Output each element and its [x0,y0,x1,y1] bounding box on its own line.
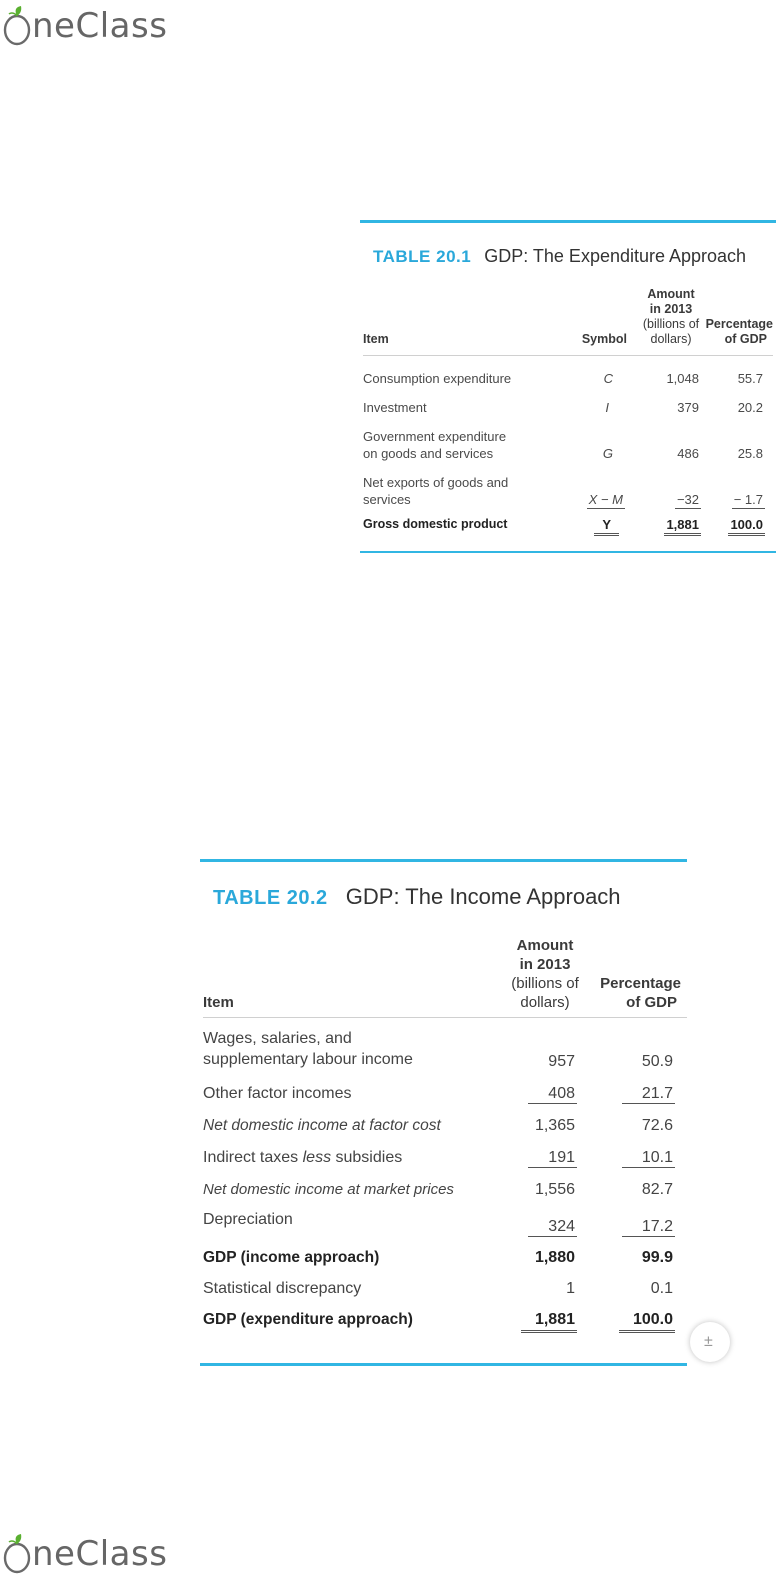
oneclass-o-icon [2,6,32,46]
row-item [203,1018,485,1072]
row-percentage [585,1071,687,1103]
row-symbol [547,462,629,508]
row-item-part: less [302,1149,332,1166]
header-percentage [585,936,687,1018]
oneclass-o-icon [2,1534,32,1574]
row-symbol: C [603,371,613,386]
row-amount [485,1199,585,1236]
row-item-part: Indirect taxes [203,1149,303,1166]
row-item: Other factor incomes [203,1085,352,1102]
table-caption [213,884,687,910]
row-amount [485,1071,585,1103]
oneclass-wordmark: neClass [32,6,168,46]
row-amount: 1,048 [666,371,699,386]
row-percentage [705,508,773,533]
row-symbol-value: X − M [588,492,623,507]
header-amount-line: (billions of [642,317,700,331]
table-row [203,1018,687,1072]
table-caption [373,246,776,267]
row-percentage: 82.7 [641,1181,673,1198]
table-row [363,416,773,462]
header-amount [485,936,585,1018]
row-amount [485,1298,585,1329]
row-item-line: Government expenditure [363,429,507,444]
row-item: Net domestic income at factor cost [203,1117,441,1134]
row-percentage: 50.9 [641,1053,673,1070]
table-row [203,1071,687,1103]
header-percentage-line: of GDP [724,332,767,346]
row-percentage-value: − 1.7 [733,492,763,507]
row-percentage-value: 10.1 [622,1149,675,1168]
table-row-subtotal [203,1236,687,1267]
table-row [203,1267,687,1298]
header-amount-line: in 2013 [649,302,693,316]
table-number: TABLE 20.2 [213,887,328,909]
row-symbol [547,508,629,533]
row-percentage: 55.7 [737,371,763,386]
header-amount-line: Amount [647,287,695,301]
table-header-row [203,936,687,1018]
floating-zoom-button[interactable] [690,1322,730,1362]
table-row [363,462,773,508]
table-top-rule [360,220,776,223]
row-amount: 1,880 [534,1249,575,1266]
header-percentage-line: Percentage [705,317,773,331]
table-bottom-rule [200,1363,687,1366]
row-amount: 1 [566,1280,575,1297]
table-row [203,1199,687,1236]
row-item-line: supplementary labour income [203,1051,413,1068]
row-percentage-value: 21.7 [622,1085,675,1104]
row-percentage [705,462,773,508]
table-row [363,387,773,416]
header-item: Item [363,332,389,346]
plus-minus-icon: ± [704,1333,713,1350]
header-amount-line: dollars) [520,994,570,1011]
income-table [203,936,687,1329]
row-amount: 1,365 [534,1117,575,1134]
row-amount: 486 [677,446,699,461]
oneclass-logo-bottom[interactable] [2,1530,167,1574]
table-row [203,1135,687,1167]
oneclass-wordmark: neClass [32,1534,168,1574]
row-percentage: 72.6 [641,1117,673,1134]
row-item [203,1135,485,1167]
header-symbol: Symbol [581,332,627,346]
row-percentage [585,1298,687,1329]
table-20-2 [200,859,687,1366]
row-amount: 1,556 [534,1181,575,1198]
oneclass-logo-top[interactable] [2,2,167,46]
row-symbol-value: Y [594,517,619,536]
row-item-line: services [363,492,411,507]
row-amount [629,508,705,533]
row-amount [629,462,705,508]
row-item [363,416,547,462]
row-percentage-value: 17.2 [622,1218,675,1237]
header-amount-line: (billions of [511,975,579,992]
row-amount: 379 [677,400,699,415]
header-amount [629,287,705,356]
table-number: TABLE 20.1 [373,247,472,266]
row-item [363,462,547,508]
row-percentage: 25.8 [737,446,763,461]
row-amount-value: 324 [528,1218,577,1237]
row-amount [485,1135,585,1167]
row-item: GDP (expenditure approach) [203,1311,413,1328]
table-row-total [203,1298,687,1329]
table-top-rule [200,859,687,862]
header-percentage-line: Percentage [600,975,681,992]
table-row [203,1167,687,1199]
table-20-1 [360,220,776,553]
header-percentage [705,287,773,356]
expenditure-table [363,287,773,533]
header-amount-line: in 2013 [519,956,571,973]
header-item: Item [203,994,234,1011]
table-title: GDP: The Income Approach [345,884,621,909]
row-amount-value: 1,881 [664,517,701,536]
row-item-line: Wages, salaries, and [203,1030,352,1047]
row-item: Gross domestic product [363,517,508,531]
table-bottom-rule [360,551,776,553]
row-item: Net domestic income at market prices [203,1181,454,1198]
row-symbol: G [602,446,613,461]
row-item: Statistical discrepancy [203,1280,362,1297]
row-amount-value: −32 [676,492,699,507]
table-row-total [363,508,773,533]
table-title: GDP: The Expenditure Approach [484,246,747,266]
row-item: GDP (income approach) [203,1249,380,1266]
row-item-part: subsidies [331,1149,403,1166]
row-item: Depreciation [203,1211,293,1228]
header-amount-line: dollars) [650,332,692,346]
row-amount-value: 191 [528,1149,577,1168]
row-percentage: 99.9 [641,1249,673,1266]
row-item-line: Net exports of goods and [363,475,509,490]
row-amount-value: 1,881 [521,1311,577,1333]
row-item: Consumption expenditure [363,371,512,386]
row-amount: 957 [548,1053,575,1070]
row-percentage-value: 100.0 [619,1311,675,1333]
row-item: Investment [363,400,427,415]
row-percentage: 20.2 [737,400,763,415]
row-item-line: on goods and services [363,446,494,461]
table-row [363,356,773,388]
row-percentage [585,1135,687,1167]
row-percentage: 0.1 [650,1280,673,1297]
row-amount-value: 408 [528,1085,577,1104]
row-symbol: I [605,400,609,415]
row-percentage [585,1199,687,1236]
row-percentage-value: 100.0 [728,517,765,536]
table-row [203,1103,687,1135]
header-percentage-line: of GDP [626,994,677,1011]
header-amount-line: Amount [516,937,574,954]
table-header-row [363,287,773,356]
